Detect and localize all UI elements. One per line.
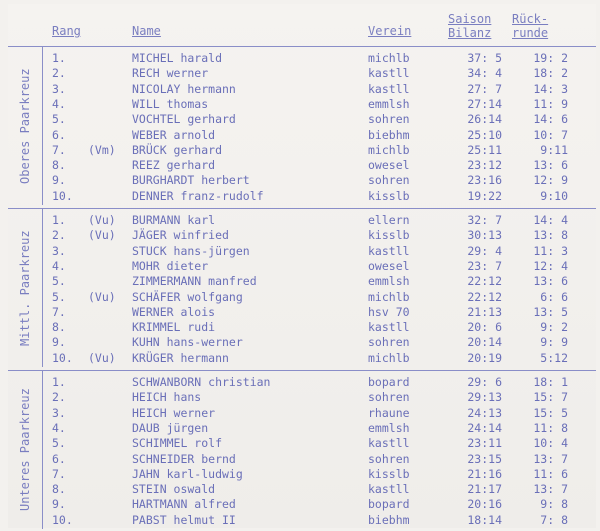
return-round-cell: 9: 2 [540,320,568,335]
rank-cell: 5. [52,289,66,304]
season-balance-cell: 23:12 [467,158,502,173]
table-row [8,513,596,528]
rank-cell: 10. [52,350,73,365]
return-round-cell: 12: 9 [533,173,568,188]
table-row [8,320,596,335]
return-round-cell: 7: 8 [540,512,568,527]
club-cell: sohren [368,112,410,127]
player-name-cell: KRIMMEL rudi [132,320,216,335]
table-row [8,213,596,228]
player-name-cell: ZIMMERMANN manfred [132,274,257,289]
player-name-cell: BURGHARDT herbert [132,173,250,188]
rank-cell: 5. [52,112,66,127]
mark-cell: (Vu) [88,350,116,365]
rank-cell: 8. [52,482,66,497]
club-cell: kisslb [368,188,410,203]
player-name-cell: HEICH werner [132,405,216,420]
player-name-cell: REEZ gerhard [132,158,216,173]
section-label: Unteres Paarkreuz [18,388,32,512]
rank-cell: 8. [52,158,66,173]
return-round-cell: 10: 4 [533,436,568,451]
table-row [8,173,596,188]
player-name-cell: JAHN karl-ludwig [132,466,243,481]
rank-cell: 3. [52,243,66,258]
season-balance-cell: 20:19 [467,350,502,365]
rank-cell: 9. [52,335,66,350]
season-balance-cell: 30:13 [467,228,502,243]
return-round-cell: 13: 7 [533,451,568,466]
season-balance-cell: 24:13 [467,405,502,420]
table-row [8,390,596,405]
rank-cell: 2. [52,228,66,243]
rank-cell: 7. [52,466,66,481]
table-row [8,97,596,112]
season-balance-cell: 25:11 [467,142,502,157]
return-round-cell: 11: 6 [533,466,568,481]
season-balance-cell: 22:12 [467,274,502,289]
section-mittl-paarkreuz [8,208,596,367]
season-balance-cell: 29:13 [467,390,502,405]
player-name-cell: MOHR dieter [132,258,209,273]
return-round-cell: 10: 7 [533,127,568,142]
player-name-cell: HARTMANN alfred [132,497,236,512]
club-cell: kisslb [368,466,410,481]
club-cell: sohren [368,173,410,188]
mark-cell: (Vu) [88,228,116,243]
player-name-cell: PABST helmut II [132,512,236,527]
rank-cell: 6. [52,127,66,142]
rank-cell: 6. [52,451,66,466]
player-name-cell: HEICH hans [132,390,202,405]
rank-cell: 4. [52,420,66,435]
table-row [8,482,596,497]
return-round-cell: 9: 8 [540,497,568,512]
club-cell: emmlsh [368,274,410,289]
season-balance-cell: 29: 4 [467,243,502,258]
return-round-cell: 14: 4 [533,213,568,227]
return-round-cell: 19: 2 [533,51,568,65]
rank-cell: 4. [52,258,66,273]
return-round-cell: 13: 5 [533,304,568,319]
season-balance-cell: 34: 4 [467,66,502,81]
player-name-cell: DAUB jürgen [132,420,209,435]
table-row [8,274,596,289]
table-row [8,305,596,320]
club-cell: ellern [368,213,410,227]
table-row [8,467,596,482]
return-round-cell: 11: 8 [533,420,568,435]
club-cell: kastll [368,243,410,258]
season-balance-cell: 20:14 [467,335,502,350]
table-row [8,66,596,81]
section-label: Mittl. Paarkreuz [18,230,32,346]
club-cell: michlb [368,142,410,157]
club-cell: rhaune [368,405,410,420]
player-name-cell: MICHEL harald [132,51,223,65]
season-balance-cell: 26:14 [467,112,502,127]
return-round-cell: 5:12 [540,350,568,365]
rank-cell: 7. [52,304,66,319]
table-row [8,158,596,173]
mark-cell: (Vm) [88,142,116,157]
rank-cell: 10. [52,188,73,203]
player-name-cell: DENNER franz-rudolf [132,188,264,203]
rank-cell: 3. [52,405,66,420]
player-name-cell: RECH werner [132,66,209,81]
rank-cell: 1. [52,51,66,65]
club-cell: bopard [368,497,410,512]
season-balance-cell: 29: 6 [467,375,502,389]
club-cell: emmlsh [368,96,410,111]
rank-cell: 1. [52,375,66,389]
player-name-cell: BURMANN karl [132,213,216,227]
return-round-cell: 14: 3 [533,81,568,96]
table-row [8,290,596,305]
season-balance-cell: 27: 7 [467,81,502,96]
rank-cell: 9. [52,173,66,188]
table-row [8,228,596,243]
club-cell: sohren [368,390,410,405]
section-oberes-paarkreuz [8,46,596,205]
return-round-cell: 9:11 [540,142,568,157]
club-cell: kastll [368,81,410,96]
rank-cell: 9. [52,497,66,512]
rank-cell: 5. [52,436,66,451]
player-name-cell: BRÜCK gerhard [132,142,223,157]
player-name-cell: WEBER arnold [132,127,216,142]
club-cell: michlb [368,350,410,365]
table-row [8,335,596,350]
return-round-cell: 11: 3 [533,243,568,258]
return-round-cell: 18: 2 [533,66,568,81]
table-row [8,244,596,259]
header-verein: Verein [368,24,412,38]
player-name-cell: WERNER alois [132,304,216,319]
table-row [8,497,596,512]
club-cell: sohren [368,335,410,350]
player-name-cell: VOCHTEL gerhard [132,112,236,127]
club-cell: bopard [368,375,410,389]
table-row [8,51,596,66]
season-balance-cell: 20:16 [467,497,502,512]
rank-cell: 8. [52,320,66,335]
table-header: Rang Name Verein Saison Bilanz Rück- runde [52,12,549,40]
player-name-cell: STUCK hans-jürgen [132,243,250,258]
return-round-cell: 13: 7 [533,482,568,497]
return-round-cell: 14: 6 [533,112,568,127]
season-balance-cell: 21:16 [467,466,502,481]
table-row [8,128,596,143]
season-balance-cell: 32: 7 [467,213,502,227]
player-name-cell: SCHWANBORN christian [132,375,271,389]
player-name-cell: STEIN oswald [132,482,216,497]
table-row [8,351,596,366]
ranking-sheet [8,4,596,528]
table-row [8,189,596,204]
player-name-cell: SCHÄFER wolfgang [132,289,243,304]
season-balance-cell: 23: 7 [467,258,502,273]
player-name-cell: SCHNEIDER bernd [132,451,236,466]
rank-cell: 7. [52,142,66,157]
return-round-cell: 18: 1 [533,375,568,389]
season-balance-cell: 22:12 [467,289,502,304]
season-balance-cell: 23:16 [467,173,502,188]
player-name-cell: JÄGER winfried [132,228,229,243]
club-cell: biebhm [368,127,410,142]
return-round-cell: 13: 6 [533,274,568,289]
return-round-cell: 9: 9 [540,335,568,350]
season-balance-cell: 27:14 [467,96,502,111]
return-round-cell: 12: 4 [533,258,568,273]
table-row [8,436,596,451]
table-row [8,82,596,97]
season-balance-cell: 19:22 [467,188,502,203]
season-balance-cell: 25:10 [467,127,502,142]
season-balance-cell: 24:14 [467,420,502,435]
season-balance-cell: 18:14 [467,512,502,527]
club-cell: kastll [368,436,410,451]
player-name-cell: NICOLAY hermann [132,81,236,96]
season-balance-cell: 23:11 [467,436,502,451]
return-round-cell: 15: 7 [533,390,568,405]
season-balance-cell: 20: 6 [467,320,502,335]
mark-cell: (Vu) [88,213,116,227]
rank-cell: 2. [52,66,66,81]
table-row [8,421,596,436]
club-cell: michlb [368,51,410,65]
club-cell: hsv 70 [368,304,410,319]
mark-cell: (Vu) [88,289,116,304]
club-cell: biebhm [368,512,410,527]
table-row [8,259,596,274]
table-row [8,143,596,158]
player-name-cell: KRÜGER hermann [132,350,229,365]
table-row [8,375,596,390]
header-rang: Rang [52,24,81,38]
club-cell: michlb [368,289,410,304]
rank-cell: 5. [52,274,66,289]
season-balance-cell: 21:13 [467,304,502,319]
club-cell: sohren [368,451,410,466]
club-cell: kastll [368,482,410,497]
club-cell: kisslb [368,228,410,243]
player-name-cell: KUHN hans-werner [132,335,243,350]
rank-cell: 10. [52,512,73,527]
return-round-cell: 6: 6 [540,289,568,304]
club-cell: emmlsh [368,420,410,435]
rank-cell: 2. [52,390,66,405]
club-cell: owesel [368,258,410,273]
player-name-cell: SCHIMMEL rolf [132,436,223,451]
table-row [8,452,596,467]
return-round-cell: 13: 8 [533,228,568,243]
season-balance-cell: 23:15 [467,451,502,466]
rank-cell: 1. [52,213,66,227]
table-row [8,406,596,421]
rank-cell: 4. [52,96,66,111]
return-round-cell: 9:10 [540,188,568,203]
club-cell: owesel [368,158,410,173]
section-label: Oberes Paarkreuz [18,68,32,184]
return-round-cell: 15: 5 [533,405,568,420]
return-round-cell: 13: 6 [533,158,568,173]
season-balance-cell: 21:17 [467,482,502,497]
club-cell: kastll [368,320,410,335]
rank-cell: 3. [52,81,66,96]
table-row [8,112,596,127]
player-name-cell: WILL thomas [132,96,209,111]
header-name: Name [132,24,161,38]
club-cell: kastll [368,66,410,81]
return-round-cell: 11: 9 [533,96,568,111]
section-unteres-paarkreuz [8,370,596,529]
season-balance-cell: 37: 5 [467,51,502,65]
